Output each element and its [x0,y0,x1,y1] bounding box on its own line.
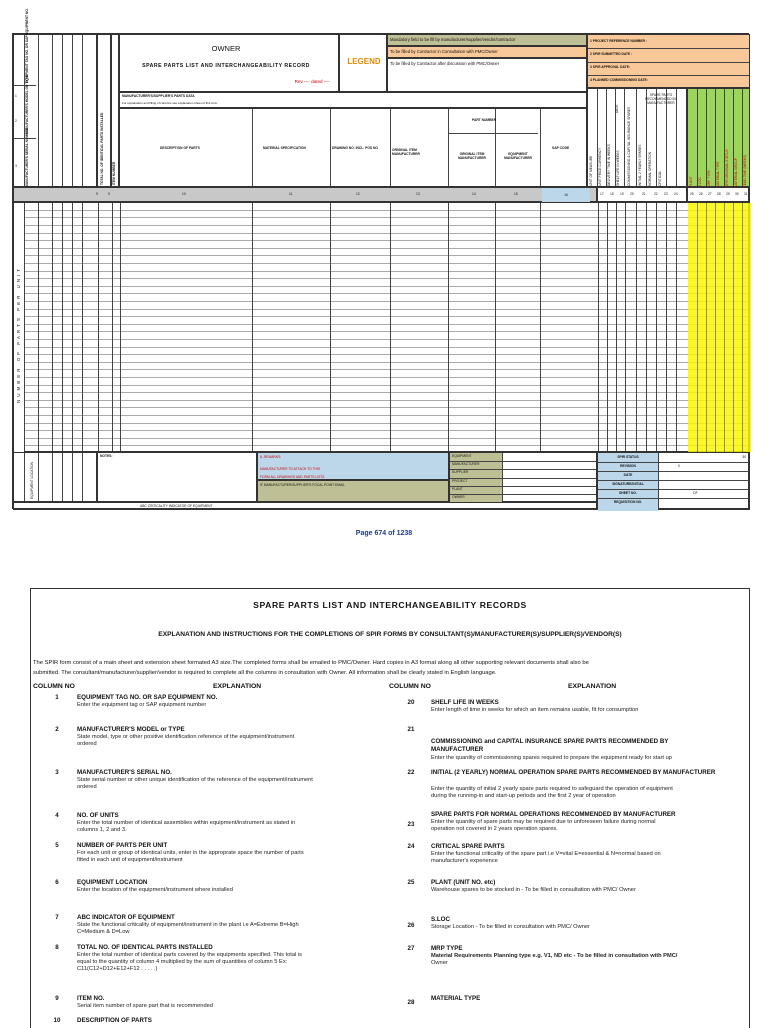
remarks-a: A. REMARKS: [260,455,282,459]
item-heading: INITIAL (2 YEARLY) NORMAL OPERATION SPARE PARTS RECOMMENDED BY MANUFACTURER [431,769,716,776]
col-num-25: 25 [690,192,694,196]
col-num-20: 20 [630,192,634,196]
col-num-29: 29 [726,192,730,196]
item-desc: Enter the functional criticality of the spare part i.e V=vital E=essential & N=normal based on [431,851,661,857]
total-parts-header: TOTAL NO. OF IDENTICAL PARTS INSTALLED [100,112,104,185]
column-number-row [13,187,597,202]
title-box [119,34,339,92]
item-desc: fitted in each unit of equipment/instrument [77,857,183,863]
col-num-9b: 9 [108,192,110,196]
intro-line-1: The SPIR form consist of a main sheet and extension sheet formated A3 size.The completed forms shall be emailed to PMC/Owner. Hard copies in A3 format along all other supporting relevant documents shall also be [33,660,589,666]
item-heading: MATERIAL TYPE [431,995,481,1002]
item-desc: operation not covered in 2 years operation spares. [431,826,558,832]
footer-plant: PLANT [452,487,463,491]
item-desc: Enter the location of the equipment/instrument where installed [77,887,233,893]
col-num-23: 23 [664,192,668,196]
explanation-page [30,588,750,1028]
legend-consultation [387,46,587,58]
project-ref-field[interactable]: 1 PROJECT REFERENCE NUMBER : [590,39,647,43]
form-title: SPARE PARTS LIST AND INTERCHANGEABILITY RECORD [142,63,310,69]
item-heading: COMMISSIONING and CAPITAL INSURANCE SPARE PARTS RECOMMENDED BY MANUFACTURER [431,738,669,754]
item-desc: Owner [431,960,448,966]
item-number: 6 [55,879,59,886]
remarks-c: FORM ALL DRAWINGS AND PARTS LISTS [260,475,325,479]
item-number: 20 [407,699,415,706]
commissioning-date-field[interactable]: 4 PLANNED COMMISSIONING DATE: [590,78,648,82]
col-num-9: 9 [96,192,98,196]
item-number: 3 [55,769,59,776]
item-no-col [111,34,119,187]
sheet-of: OF [693,491,698,495]
spir-approval-field[interactable]: 3 SPIR APPROVAL DATE: [590,65,630,69]
requisition-label: REQUISITION NO. [613,500,643,504]
location-block [13,452,97,502]
material-header: MATERIAL SPECIFICATION [263,146,306,150]
item-heading: EQUIPMENT TAG NO. OR SAP EQUIPMENT NO. [77,694,218,701]
mrp-type-header: MRP TYPE [707,170,711,187]
item-number: 24 [407,843,415,850]
item-desc: ordered [77,784,97,790]
col-num-13: 13 [416,192,420,196]
item-desc: State the functional criticality of equipment/instrument in the plant i.e A=Extreme B=High [77,922,299,928]
item-heading: SPARE PARTS FOR NORMAL OPERATIONS RECOMMENDED BY MANUFACTURER [431,811,676,818]
item-desc: Warehouse spares to be stocked in - To be filled in consultation with PMC/ Owner [431,887,636,893]
units-vertical-label: NUMBER OF PARTS PER UNIT [16,265,21,403]
item-number: 4 [55,812,59,819]
footer-fields [449,452,597,502]
desc-header: DESCRIPTION OF PARTS [160,146,200,150]
item-number: 5 [55,842,59,849]
item-heading: ABC INDICATOR OF EQUIPMENT [77,914,175,921]
item-heading: NUMBER OF PARTS PER UNIT [77,842,168,849]
item-heading: MRP TYPE [431,945,463,952]
sheet-no-label: SHEET NO. [619,491,637,495]
col-num-1: 1 [15,94,17,98]
lead-time-header: LEAD TIME (WEEKS) [743,154,747,187]
date-header: DATE [615,104,619,113]
abc-footer [13,502,597,510]
explanation-subtitle: EXPLANATION AND INSTRUCTIONS FOR THE COMPLETIONS OF SPIR FORMS BY CONSULTANT(S)/MANUFACTURER(S)/SUPPLIER(S)/VENDOR(S) [158,631,622,638]
col-num-17: 17 [600,192,604,196]
item-desc: Enter the equipment tag or SAP equipment number [77,702,207,708]
shelf-life-header: SHELF LIFE IN WEEKS [616,150,620,186]
item-desc: during the running-in and start-up periods and the first 2 year of operation [431,793,616,799]
delivery-header: DELIVERY TIME IN WEEKS [607,144,611,186]
col-num-3: 3 [15,164,17,168]
item-number: 8 [55,944,59,951]
col-num-24: 24 [674,192,678,196]
item-desc: Enter the quantity of spare parts may be required due to unforeseen failure during normal [431,819,656,825]
plant-header: PLANT [689,176,693,187]
item-number: 25 [407,879,415,886]
col-num-28: 28 [717,192,721,196]
item-number: 21 [407,726,415,733]
footer-owner: OWNER [452,495,465,499]
revision-label: REVISION [620,464,636,468]
remarks-box [257,452,449,480]
green-headers [687,88,750,187]
item-no-header: ITEM NUMBER [112,161,116,185]
item-desc: Enter length of time in weeks for which an item remains usable, fit for consumption [431,707,639,713]
rev-label: Rev.---- dated ---- [294,79,330,84]
item-number: 7 [55,914,59,921]
mfr-data-header [119,92,587,108]
intro-line-2: submitted. The consultant/manufacturer/supplier/vendor is required to complete all the columns in consultation with Owner. All information shall be clearly stated in English language. [33,670,497,676]
model-header: MANUFACTURER'S MODEL OR TYPE [25,75,29,134]
item-desc: C=Medium & D=Low [77,929,130,935]
legend-box [339,34,387,92]
item-desc: For each unit or group of identical units, enter in the approprate space the number of parts [77,850,304,856]
item-number: 9 [55,995,59,1002]
item-heading: MANUFACTURER'S MODEL or TYPE [77,726,185,733]
item-desc: State serial number or other unique identification of the reference of the equipment/instrument [77,777,313,783]
item-heading: S.LOC [431,916,450,923]
notes-box[interactable] [97,452,257,502]
item-number: 22 [407,769,415,776]
focal-point-box [257,480,449,502]
drawing-header: DRAWING NO. INCL. POS NO [332,146,378,150]
spir-status-label: SPIR STATUS [617,455,639,459]
item-number: 26 [407,922,415,929]
col-num-14: 14 [472,192,476,196]
status-fields [597,452,750,510]
item-heading: SHELF LIFE IN WEEKS [431,699,499,706]
sap-header: SAP CODE [552,146,570,150]
col-num-22: 22 [654,192,658,196]
footer-manufacturer: MANUFACTURER [452,462,480,466]
col-num-16: 16 [542,188,590,202]
notes-label: NOTES: [100,454,113,458]
item-desc: Enter the quantity of initial 2 yearly spare parts required to safeguard the operation of equipment [431,786,673,792]
mfr-data-title: MANUFACTURER'S/SUPPLIER'S PARTS DATA [122,94,195,98]
column-number-row-green [687,187,750,202]
col-num-19: 19 [620,192,624,196]
col-num-18: 18 [610,192,614,196]
item-number: 10 [53,1017,61,1024]
legend-label: LEGEND [347,57,381,66]
equipment-tag-header: EQUIPMENT TAG NO. OR SAP EQUIPMENT NO. [25,8,29,83]
col-num-2: 2 [15,119,17,123]
normal-op-header: NORMAL OPERATION [648,151,652,186]
yellow-columns [688,203,751,453]
item-heading: EQUIPMENT LOCATION [77,879,148,886]
uom-header: UNIT OF MEASURE [589,155,593,186]
col-num-11: 11 [289,192,293,196]
item-heading: TOTAL NO. OF IDENTICAL PARTS INSTALLED [77,944,213,951]
footer-project: PROJECT [452,479,468,483]
item-desc: manufacturer's experience [431,858,498,864]
item-desc: columns 1, 2 and 3. [77,827,127,833]
units-label-col [14,203,24,453]
legend-mandatory [387,34,587,46]
critical-header: CRITICAL [658,170,662,186]
mfr-data-note: For explanation and filling of columns see explanation sheet of this form [122,101,218,105]
item-heading: NO. OF UNITS [77,812,119,819]
abc-footer-label: ABC CRITICALITY INDICATOR OF EQUIPMENT [140,504,213,508]
footer-supplier: SUPPLIER [452,470,469,474]
orig-item-mfr-header: ORIGINAL ITEM MANUFACTURER [458,152,486,160]
spir-status-header: SPIR ORIGINAL STATUS [725,149,729,187]
item-number: 23 [407,821,415,828]
explanation-left: EXPLANATION [213,683,262,690]
col-num-30: 30 [735,192,739,196]
spir-submitted-field[interactable]: 2 SPIR SUBMITTED DATE : [590,52,633,56]
col-num-21: 21 [642,192,646,196]
material-type-header: MATERIAL TYPE [716,161,720,187]
initial-header: INITIAL 2 YEARLY SPARES [638,144,642,186]
item-desc: Enter the total number of identical parts covered by the equipments specified. This total is [77,952,302,958]
item-desc: C11(C12+D12+E12+F12 . . . . .) [77,966,158,972]
col-num-26: 26 [699,192,703,196]
col-num-27: 27 [708,192,712,196]
col-no-right: COLUMN NO [389,683,431,690]
legend-consultation-text: To be filled by Contractor in Consultation with PMC/Owner [390,49,498,54]
spir-form-sheet [12,8,749,509]
col-no-left: COLUMN NO [33,683,75,690]
item-number: 1 [55,694,59,701]
legend-discussion-text: To be filled by Contractor after discussion with PMC/Owner [390,61,500,66]
project-fields [587,34,750,88]
item-desc: Enter the quantity of commissioning spares required to prepare the equipment ready for start up [431,755,672,761]
right-headers [587,88,687,187]
signature-label: SIGNATURE/INITIAL [612,482,644,486]
item-heading: PLANT (UNIT NO. etc) [431,879,496,886]
item-number: 27 [407,945,415,952]
item-desc: State model, type or other positive identification reference of the equipment/instrument [77,734,295,740]
column-number-row-right [597,187,687,202]
item-number: 28 [407,999,415,1006]
serial-header: MANUFACTURER'S SERIAL NUMBER [25,127,29,187]
item-desc: Enter the total number of identical assemblies within equipment/instrument as stated in [77,820,296,826]
commissioning-header: COMMISSIONING & CAPITAL INSURANCE SPARES [627,106,631,186]
legend-mandatory-text: Mandatory field to be fill by manufacturer/supplier/vendor/contractor [390,37,516,42]
item-desc: equal to the quantity of column 4 multiplied by the sum of quantities of column 5 Ex: [77,959,288,965]
left-header-block [13,8,97,187]
equip-mfr-header: EQUIPMENT MANUFACTURER [504,152,532,160]
explanation-right: EXPLANATION [568,683,617,690]
material-group-header: MATERIAL GROUP [734,157,738,187]
footer-equipment: EQUIPMENT [452,454,472,458]
focal-point-label: IF MANUFACTURER/SUPPLIER'S FOCAL POINT EMAIL [260,483,345,487]
data-grid[interactable] [13,202,750,452]
col-num-12: 12 [356,192,360,196]
owner-label: OWNER [211,44,241,53]
sloc-header: S.LOC [698,177,702,187]
item-heading: MANUFACTURER'S SERIAL NO. [77,769,172,776]
col-num-31: 31 [744,192,748,196]
location-label: EQUIPMENT LOCATION [30,461,34,499]
col-num-10: 10 [182,192,186,196]
revision-value[interactable]: 0 [678,464,680,468]
col-num-15: 15 [514,192,518,196]
item-heading: CRITICAL SPARE PARTS [431,843,505,850]
item-desc: Material Requirements Planning type e.g. V1, ND etc - To be filled in consultation with PMC/ [431,953,678,959]
part-number-header: PART NUMBER [472,118,497,122]
item-heading: DESCRIPTION OF PARTS [77,1017,152,1024]
item-desc: Serial item number of spare part that is recommended [77,1003,213,1009]
item-number: 2 [55,726,59,733]
page-number: Page 674 of 1238 [355,530,413,537]
legend-discussion [387,58,587,92]
orig-item-header: ORIGINAL ITEM MANUFACTURER [392,148,420,156]
item-desc: Storage Location - To be filled in consultation with PMC/ Owner [431,924,590,930]
item-heading: ITEM NO. [77,995,105,1002]
price-header: UNIT PRICE CURRENCY [598,147,602,186]
column-header-row [119,108,587,187]
remarks-b: MANUFACTURER TO ATTACH TO THIS [260,467,321,471]
total-parts-col [97,34,111,187]
item-desc: ordered [77,741,97,747]
date-label: DATE [623,473,633,477]
status-num: 30 [742,455,746,459]
recommended-header: SPARE PARTS RECOMMENDED BY MANUFACTURER [645,93,677,105]
explanation-title: SPARE PARTS LIST AND INTERCHANGEABILITY RECORDS [253,600,527,610]
